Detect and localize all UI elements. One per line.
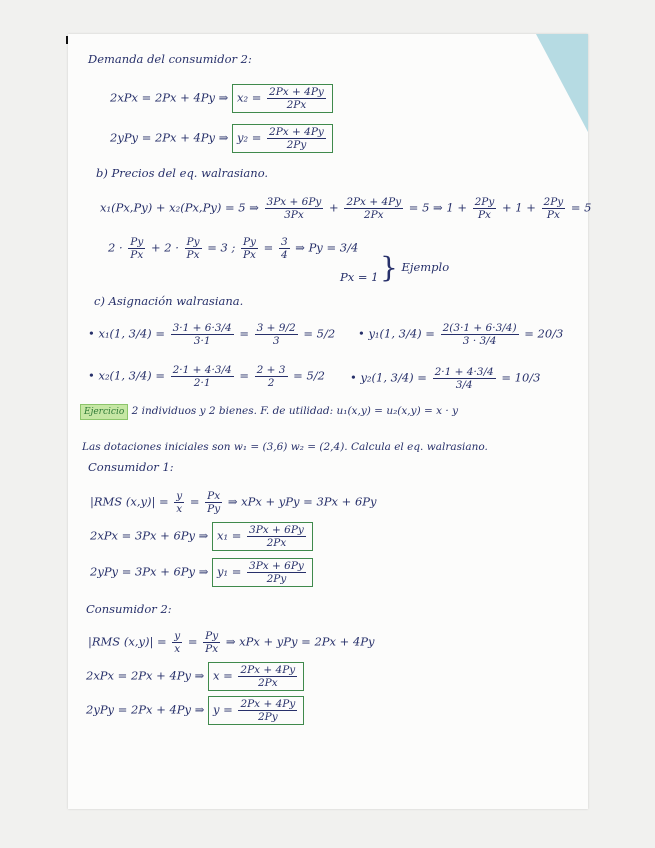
denominator: 4 bbox=[280, 249, 288, 261]
result-box bbox=[232, 124, 333, 153]
fraction bbox=[542, 196, 566, 221]
fraction bbox=[267, 86, 326, 111]
fraction bbox=[171, 322, 234, 347]
numerator: 2Px + 4Py bbox=[269, 86, 324, 98]
result: = 10/3 bbox=[501, 370, 541, 385]
price-equation-line-1 bbox=[100, 196, 591, 221]
numerator: 2Py bbox=[543, 196, 564, 208]
fraction bbox=[247, 524, 306, 549]
allocation-y1 bbox=[358, 322, 563, 347]
denominator: 2Px bbox=[286, 99, 307, 111]
denominator: 3Px bbox=[284, 209, 304, 221]
result: = 20/3 bbox=[524, 326, 564, 341]
fraction bbox=[433, 366, 496, 391]
equation-mid: = 5 ⇒ 1 + bbox=[408, 200, 467, 215]
equation-left: • y₁(1, 3/4) = bbox=[358, 326, 435, 341]
equals: = bbox=[239, 368, 249, 383]
equation-mid: + 1 + bbox=[501, 200, 536, 215]
variable-label: x₂ = bbox=[236, 90, 262, 105]
price-equation-line-3: Px = 1 bbox=[340, 270, 379, 284]
numerator: Px bbox=[207, 490, 221, 502]
statement-text: 2 individuos y 2 bienes. F. de utilidad: u₁(x,y) = u₂(x,y) = x · y bbox=[131, 405, 459, 417]
numerator: 3 + 9/2 bbox=[256, 322, 296, 334]
equation-part: = bbox=[263, 240, 274, 255]
denominator: Px bbox=[186, 249, 200, 261]
fraction bbox=[344, 196, 403, 221]
numerator: 2Px + 4Py bbox=[240, 664, 296, 676]
equation-left: 2xPx = 3Px + 6Py ⇒ bbox=[90, 528, 209, 543]
denominator: 3 · 3/4 bbox=[462, 335, 497, 347]
plus-sign: + bbox=[329, 200, 339, 215]
fraction bbox=[185, 236, 202, 261]
denominator: 2 bbox=[267, 377, 275, 389]
denominator: 2Py bbox=[258, 711, 278, 723]
denominator: x bbox=[174, 643, 181, 655]
equation-left: 2yPy = 3Px + 6Py ⇒ bbox=[90, 564, 209, 579]
numerator: 3 bbox=[280, 236, 288, 248]
denominator: Px bbox=[205, 643, 219, 655]
equation-left: 2yPy = 2Px + 4Py ⇒ bbox=[86, 702, 205, 717]
bullet: • bbox=[88, 326, 95, 341]
fraction bbox=[267, 126, 326, 151]
numerator: y bbox=[174, 630, 181, 642]
fraction bbox=[247, 560, 306, 585]
variable-label: x = bbox=[212, 668, 233, 683]
equation-left: • y₂(1, 3/4) = bbox=[350, 370, 427, 385]
equation-part: + 2 · bbox=[150, 240, 179, 255]
heading-consumidor-1: Consumidor 1: bbox=[88, 460, 174, 474]
equation-left: 2yPy = 2Px + 4Py ⇒ bbox=[110, 130, 229, 145]
result-box bbox=[212, 522, 313, 551]
numerator: 3Px + 6Py bbox=[249, 560, 304, 572]
equation-left: x₁(1, 3/4) = bbox=[98, 326, 165, 341]
numerator: 2 + 3 bbox=[256, 364, 286, 376]
fraction bbox=[279, 236, 290, 261]
consumer-1-y-equation bbox=[90, 558, 313, 587]
denominator: 3·1 bbox=[193, 335, 211, 347]
result-box bbox=[212, 558, 313, 587]
allocation-x2 bbox=[88, 364, 325, 389]
equation-left: |RMS (x,y)| = bbox=[90, 494, 169, 509]
denominator: 2Py bbox=[266, 573, 287, 585]
denominator: 2Py bbox=[286, 139, 307, 151]
variable-label: y₂ = bbox=[236, 130, 262, 145]
denominator: Px bbox=[242, 249, 256, 261]
numerator: Py bbox=[186, 236, 200, 248]
heading-consumidor-2: Consumidor 2: bbox=[86, 602, 172, 616]
equation-right: ⇒ xPx + yPy = 2Px + 4Py bbox=[225, 634, 375, 649]
numerator: 2(3·1 + 6·3/4) bbox=[442, 322, 517, 334]
denominator: 2·1 bbox=[193, 377, 211, 389]
consumer-2-rms-equation bbox=[88, 630, 375, 655]
denominator: Px bbox=[546, 209, 560, 221]
equation-right: ⇒ xPx + yPy = 3Px + 6Py bbox=[227, 494, 377, 509]
equation-part: 2 · bbox=[108, 240, 123, 255]
denominator: Py bbox=[207, 503, 221, 515]
brace: } bbox=[380, 251, 398, 284]
exercise-statement-line-1 bbox=[80, 404, 458, 420]
denominator: 3/4 bbox=[455, 379, 473, 391]
variable-label: y₁ = bbox=[216, 564, 242, 579]
fraction bbox=[174, 490, 184, 515]
equation-left: x₂(1, 3/4) = bbox=[98, 368, 165, 383]
demand-2-y-equation bbox=[110, 124, 333, 153]
result: = 5/2 bbox=[303, 326, 336, 341]
consumer-1-rms-equation bbox=[90, 490, 377, 515]
numerator: 3Px + 6Py bbox=[266, 196, 322, 208]
fraction bbox=[171, 364, 234, 389]
example-label: Ejemplo bbox=[401, 260, 450, 274]
numerator: 2Px + 4Py bbox=[346, 196, 402, 208]
numerator: 2Px + 4Py bbox=[269, 126, 324, 138]
example-annotation bbox=[380, 251, 450, 284]
variable-label: y = bbox=[212, 702, 233, 717]
equation-end: = 5 bbox=[570, 200, 592, 215]
fraction bbox=[473, 196, 497, 221]
fraction bbox=[205, 490, 222, 515]
heading-demanda-consumidor-2: Demanda del consumidor 2: bbox=[88, 52, 252, 66]
denominator: 2Px bbox=[257, 677, 278, 689]
variable-label: x₁ = bbox=[216, 528, 242, 543]
result: = 5/2 bbox=[293, 368, 325, 383]
fraction bbox=[128, 236, 145, 261]
fraction bbox=[255, 322, 298, 347]
fraction bbox=[441, 322, 519, 347]
page-corner-tab bbox=[536, 34, 588, 132]
numerator: Py bbox=[242, 236, 256, 248]
exercise-highlight-tag: Ejercicio bbox=[80, 404, 128, 420]
fraction bbox=[172, 630, 182, 655]
numerator: Py bbox=[130, 236, 144, 248]
price-equation-line-2 bbox=[108, 236, 358, 261]
equals: = bbox=[187, 634, 198, 649]
heading-precios: b) Precios del eq. walrasiano. bbox=[96, 166, 269, 180]
consumer-2-x-equation bbox=[86, 662, 304, 691]
denominator: Px bbox=[477, 209, 491, 221]
equals: = bbox=[239, 326, 249, 341]
fraction bbox=[238, 664, 297, 689]
equation-part: = 3 ; bbox=[207, 240, 236, 255]
demand-2-x-equation bbox=[110, 84, 333, 113]
equation-part: ⇒ Py = 3/4 bbox=[295, 240, 359, 255]
denominator: 2Px bbox=[363, 209, 384, 221]
fraction bbox=[203, 630, 220, 655]
equation-left: 2xPx = 2Px + 4Py ⇒ bbox=[110, 90, 229, 105]
numerator: 3·1 + 6·3/4 bbox=[172, 322, 232, 334]
numerator: 3Px + 6Py bbox=[249, 524, 304, 536]
numerator: 2Px + 4Py bbox=[240, 698, 296, 710]
denominator: 2Px bbox=[266, 537, 287, 549]
denominator: x bbox=[176, 503, 183, 515]
exercise-statement-line-2: Las dotaciones iniciales son w₁ = (3,6) w₂ = (2,4). Calcula el eq. walrasiano. bbox=[82, 441, 488, 453]
equation-left: 2xPx = 2Px + 4Py ⇒ bbox=[86, 668, 205, 683]
denominator: 3 bbox=[272, 335, 280, 347]
fraction bbox=[265, 196, 324, 221]
consumer-2-y-equation bbox=[86, 696, 304, 725]
heading-asignacion: c) Asignación walrasiana. bbox=[94, 294, 244, 308]
consumer-1-x-equation bbox=[90, 522, 313, 551]
fraction bbox=[255, 364, 288, 389]
numerator: 2·1 + 4·3/4 bbox=[434, 366, 494, 378]
equals: = bbox=[189, 494, 200, 509]
fraction bbox=[238, 698, 297, 723]
allocation-x1 bbox=[88, 322, 335, 347]
bullet: • bbox=[88, 368, 95, 383]
allocation-y2 bbox=[350, 366, 540, 391]
denominator: Px bbox=[130, 249, 144, 261]
fraction bbox=[241, 236, 258, 261]
result-box bbox=[208, 662, 304, 691]
numerator: Py bbox=[205, 630, 219, 642]
numerator: y bbox=[176, 490, 183, 502]
numerator: 2Py bbox=[474, 196, 495, 208]
result-box bbox=[232, 84, 333, 113]
equation-left: |RMS (x,y)| = bbox=[88, 634, 167, 649]
equation-left: x₁(Px,Py) + x₂(Px,Py) = 5 ⇒ bbox=[100, 200, 259, 215]
result-box bbox=[208, 696, 304, 725]
numerator: 2·1 + 4·3/4 bbox=[172, 364, 232, 376]
